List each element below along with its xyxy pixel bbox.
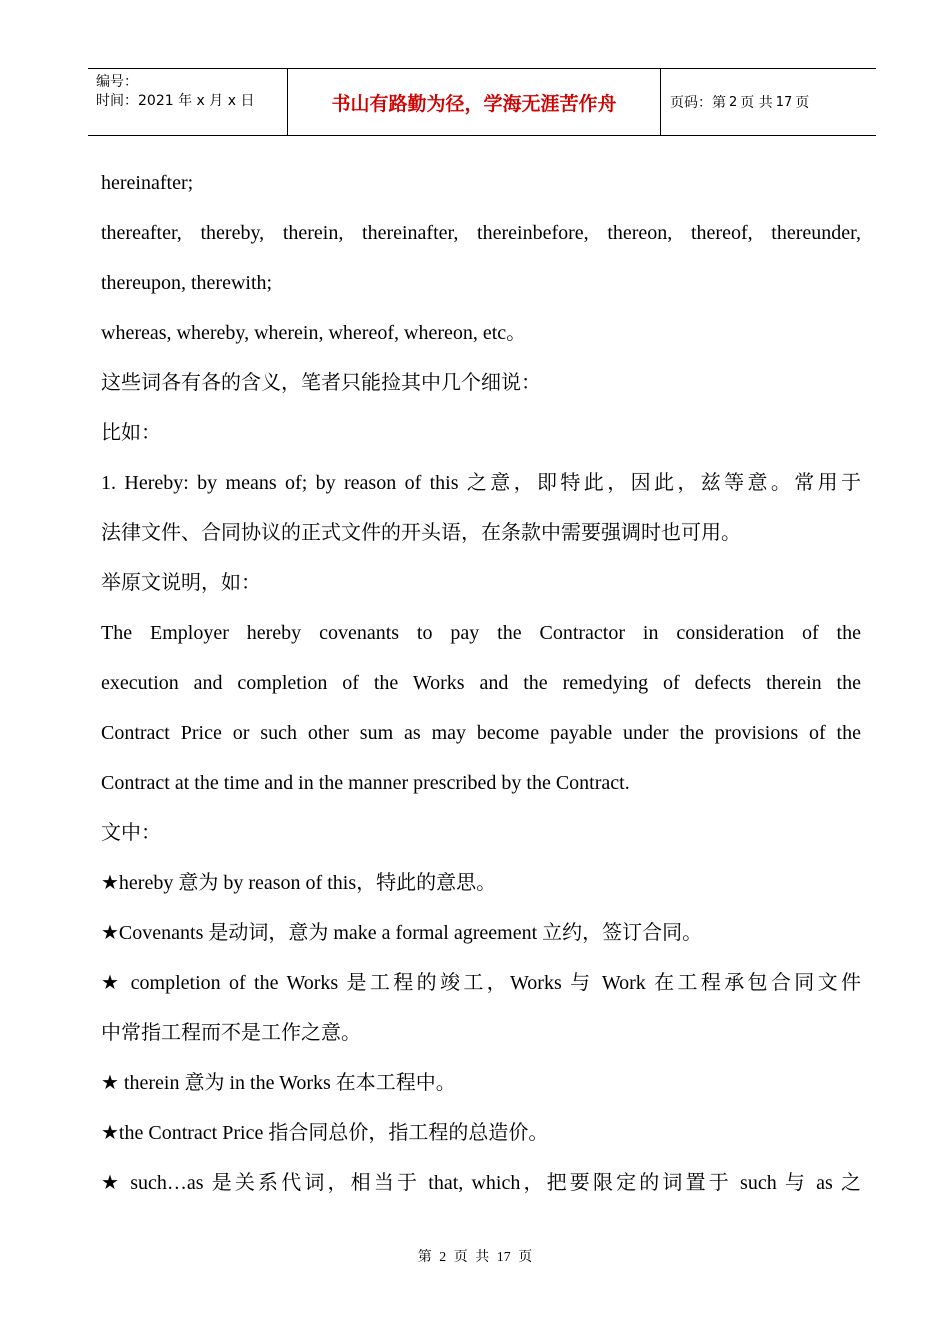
body-line: thereupon, therewith; <box>101 272 273 294</box>
body-line: 中常指工程而不是工作之意。 <box>101 1022 361 1044</box>
body-line: 文中： <box>101 822 161 844</box>
body-line: The Employer hereby covenants to pay the Contractor in consideration of the <box>101 622 861 644</box>
page-label: 页码：第 <box>670 95 726 111</box>
body-line: whereas, whereby, wherein, whereof, whereon, etc。 <box>101 322 527 344</box>
body-line: 1. Hereby: by means of; by reason of this 之意，即特此，因此，兹等意。常用于 <box>101 472 861 494</box>
bullet-line: ★the Contract Price 指合同总价，指工程的总造价。 <box>101 1122 549 1144</box>
body-line: 这些词各有各的含义，笔者只能捡其中几个细说： <box>101 372 541 394</box>
header-meta <box>96 73 286 111</box>
body-line: Contract Price or such other sum as may become payable under the provisions of the <box>101 722 861 744</box>
header-motto: 书山有路勤为径，学海无涯苦作舟 <box>331 92 617 115</box>
bullet-line: ★ completion of the Works 是工程的竣工，Works 与 Work 在工程承包合同文件 <box>101 972 861 994</box>
page-mid-label: 页 共 <box>740 95 773 111</box>
body-line: hereinafter; <box>101 172 194 194</box>
bullet-line: ★ therein 意为 in the Works 在本工程中。 <box>101 1072 456 1094</box>
body-line: thereafter, thereby, therein, thereinafter, thereinbefore, thereon, thereof, thereunder, <box>101 222 861 244</box>
body-line: 法律文件、合同协议的正式文件的开头语，在条款中需要强调时也可用。 <box>101 522 741 544</box>
page-total: 17 <box>775 94 793 110</box>
page-header <box>88 68 876 136</box>
document-number-label: 编号： <box>96 74 138 90</box>
bullet-line: ★hereby 意为 by reason of this，特此的意思。 <box>101 872 497 894</box>
bullet-line: ★Covenants 是动词，意为 make a formal agreement 立约，签订合同。 <box>101 922 703 944</box>
bullet-line: ★ such…as 是关系代词，相当于 that, which，把要限定的词置于 such 与 as 之 <box>101 1172 861 1194</box>
header-page-indicator <box>670 69 809 135</box>
page-end-label: 页 <box>795 95 810 111</box>
document-time-label: 时间：2021 年 x 月 x 日 <box>96 93 255 109</box>
page-current: 2 <box>729 94 738 110</box>
header-divider-right <box>660 69 661 135</box>
body-line: Contract at the time and in the manner prescribed by the Contract. <box>101 772 630 794</box>
page-footer: 第 2 页 共 17 页 <box>417 1250 533 1265</box>
document-body <box>101 158 861 1208</box>
body-line: execution and completion of the Works and the remedying of defects therein the <box>101 672 861 694</box>
body-line: 举原文说明，如： <box>101 572 261 594</box>
body-line: 比如： <box>101 422 161 444</box>
